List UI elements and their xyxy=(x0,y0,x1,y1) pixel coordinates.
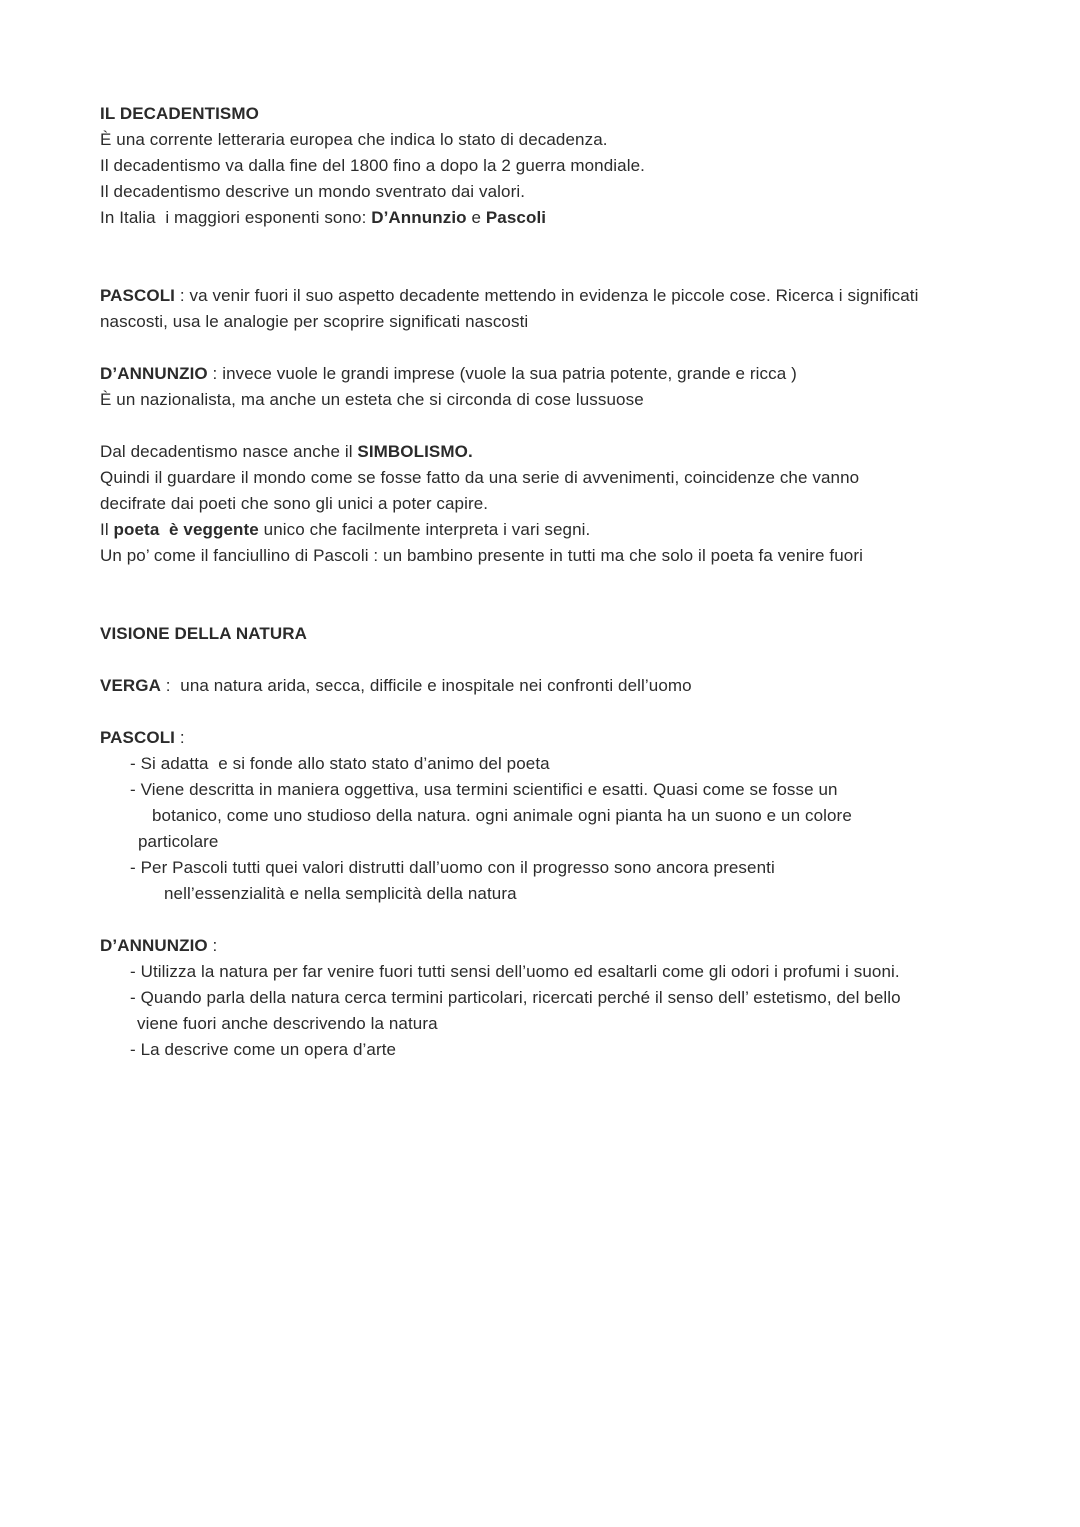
text-line xyxy=(100,621,1000,647)
text-run: Un po’ come il fanciullino di Pascoli : un bambino presente in tutti ma che solo il poeta fa venire fuori xyxy=(100,546,863,565)
text-line xyxy=(100,777,1000,803)
text-line xyxy=(100,751,1000,777)
text-run: - Quando parla della natura cerca termini particolari, ricercati perché il senso dell’ estetismo, del bello xyxy=(130,988,901,1007)
text-run: botanico, come uno studioso della natura. ogni animale ogni pianta ha un suono e un colore xyxy=(152,806,852,825)
text-line xyxy=(100,439,1000,465)
text-run: In Italia i maggiori esponenti sono: xyxy=(100,208,372,227)
text-run: - Per Pascoli tutti quei valori distrutti dall’uomo con il progresso sono ancora presenti xyxy=(130,858,775,877)
bold-text-run: D’Annunzio xyxy=(371,208,467,227)
text-line xyxy=(100,543,1000,569)
text-run: È una corrente letteraria europea che indica lo stato di decadenza. xyxy=(100,130,608,149)
bold-text-run: Pascoli xyxy=(485,208,547,227)
text-line xyxy=(100,855,1000,881)
text-run: - Utilizza la natura per far venire fuori tutti sensi dell’uomo ed esaltarli come gli odori i profumi i suoni. xyxy=(130,962,900,981)
document-body xyxy=(100,101,1000,1063)
text-run: : invece vuole le grandi imprese (vuole la sua patria potente, grande e ricca ) xyxy=(207,364,797,383)
bold-text-run: PASCOLI xyxy=(100,286,176,305)
text-line xyxy=(100,283,1000,309)
text-line xyxy=(100,1037,1000,1063)
text-line xyxy=(100,101,1000,127)
text-line xyxy=(100,205,1000,231)
text-line xyxy=(100,491,1000,517)
text-run: nell’essenzialità e nella semplicità della natura xyxy=(164,884,517,903)
blank-line xyxy=(100,257,1000,283)
text-line xyxy=(100,881,1000,907)
bold-text-run: D’ANNUNZIO xyxy=(100,936,208,955)
text-line xyxy=(100,673,1000,699)
blank-line xyxy=(100,413,1000,439)
text-run: decifrate dai poeti che sono gli unici a poter capire. xyxy=(100,494,489,513)
text-run: particolare xyxy=(138,832,219,851)
text-line xyxy=(100,959,1000,985)
text-line xyxy=(100,1011,1000,1037)
text-run: : xyxy=(207,936,218,955)
text-line xyxy=(100,725,1000,751)
bold-text-run: SIMBOLISMO. xyxy=(357,442,473,461)
text-run: nascosti, usa le analogie per scoprire significati nascosti xyxy=(100,312,529,331)
text-line xyxy=(100,387,1000,413)
text-run: È un nazionalista, ma anche un esteta che si circonda di cose lussuose xyxy=(100,390,644,409)
bold-text-run: poeta è veggente xyxy=(113,520,259,539)
blank-line xyxy=(100,569,1000,595)
blank-line xyxy=(100,335,1000,361)
text-line xyxy=(100,465,1000,491)
bold-text-run: PASCOLI xyxy=(100,728,176,747)
bold-text-run: VERGA xyxy=(100,676,161,695)
text-run: unico che facilmente interpreta i vari segni. xyxy=(258,520,591,539)
text-run: - Si adatta e si fonde allo stato stato d’animo del poeta xyxy=(130,754,550,773)
blank-line xyxy=(100,699,1000,725)
text-line xyxy=(100,179,1000,205)
blank-line xyxy=(100,595,1000,621)
text-line xyxy=(100,309,1000,335)
text-line xyxy=(100,361,1000,387)
text-line xyxy=(100,517,1000,543)
text-run: Il decadentismo va dalla fine del 1800 fino a dopo la 2 guerra mondiale. xyxy=(100,156,645,175)
bold-text-run: D’ANNUNZIO xyxy=(100,364,208,383)
blank-line xyxy=(100,907,1000,933)
text-run: Il xyxy=(100,520,114,539)
text-line xyxy=(100,127,1000,153)
text-run: : una natura arida, secca, difficile e inospitale nei confronti dell’uomo xyxy=(160,676,692,695)
text-run: Quindi il guardare il mondo come se fosse fatto da una serie di avvenimenti, coincidenze che vanno xyxy=(100,468,860,487)
text-line xyxy=(100,985,1000,1011)
bold-text-run: IL DECADENTISMO xyxy=(100,104,259,123)
text-run: - La descrive come un opera d’arte xyxy=(130,1040,397,1059)
text-line xyxy=(100,803,1000,829)
text-run: - Viene descritta in maniera oggettiva, usa termini scientifici e esatti. Quasi come se fosse un xyxy=(130,780,838,799)
text-line xyxy=(100,829,1000,855)
text-run: e xyxy=(466,208,486,227)
text-run: viene fuori anche descrivendo la natura xyxy=(137,1014,438,1033)
text-run: Dal decadentismo nasce anche il xyxy=(100,442,358,461)
blank-line xyxy=(100,647,1000,673)
text-run: : xyxy=(175,728,185,747)
bold-text-run: VISIONE DELLA NATURA xyxy=(100,624,307,643)
text-line xyxy=(100,933,1000,959)
blank-line xyxy=(100,231,1000,257)
text-run: : va venir fuori il suo aspetto decadente mettendo in evidenza le piccole cose. Ricerca i significati xyxy=(175,286,919,305)
text-line xyxy=(100,153,1000,179)
text-run: Il decadentismo descrive un mondo sventrato dai valori. xyxy=(100,182,526,201)
